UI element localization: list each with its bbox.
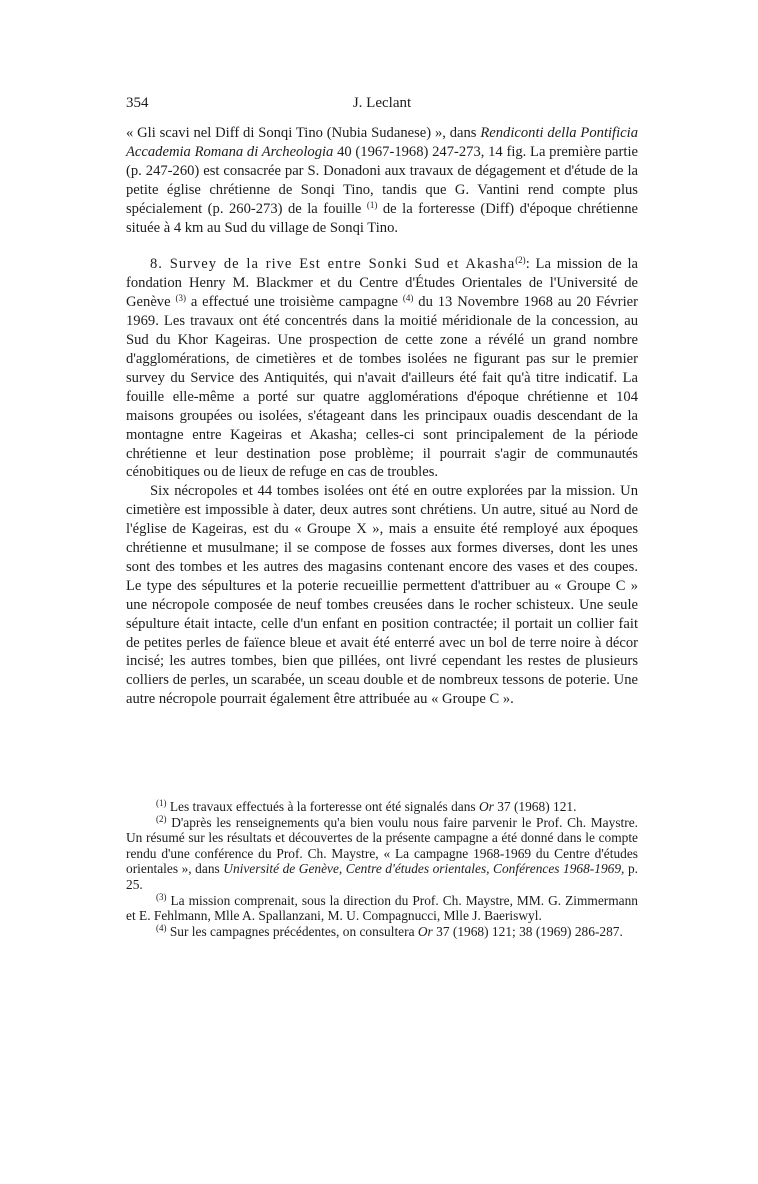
footnote-ref-4: (4) xyxy=(402,293,414,304)
intro-journal-title: Rendiconti della Pontificia Accademia Romana di Archeologia xyxy=(126,125,638,160)
section-paragraph-2: Six nécropoles et 44 tombes isolées ont été en outre explorées par la mission. Un cimetière est impossible à dater, deux autres sont chrétiens. Un autre, situé au Nord de l'église de Kageiras, est du « Groupe X », mais a ensuite été remployé aux époques chrétienne et musulmane; il se compose de fosses aux formes diverses, dont les unes sont des tombes et les autres des magasins contenant encore des vases et des coupes. Le type des sépultures et la poterie recueillie permettent d'attribuer au « Groupe C » une nécropole composée de neuf tombes creusées dans le rocher schisteux. Une seule sépulture était intacte, celle d'un enfant en position contractée; il portait un collier fait de petites perles de faïence bleue et avait été enterré avec un bol de terre noire à décor incisé; les autres tombes, bien que pillées, ont livré cependant les restes de plusieurs colliers de perles, un scarabée, un sceau double et de nombreux tessons de poterie. Une autre nécropole pourrait également être attribuée au « Groupe C ». xyxy=(126,483,638,708)
footnote-1 xyxy=(126,799,638,815)
section-heading: 8. Survey de la rive Est entre Sonki Sud et Akasha xyxy=(150,256,516,273)
footnote-2-text: D'après les renseignements qu'a bien voulu nous faire parvenir le Prof. Ch. Maystre. Un résumé sur les résultats et découvertes de la présente campagne a été donné dans le compte rendu d'une conférence du Prof. Ch. Maystre, « La campagne 1968-1969 du Centre d'études orientales », dans xyxy=(126,814,638,877)
intro-text: « Gli scavi nel Diff di Sonqi Tino (Nubia Sudanese) », dans xyxy=(126,125,477,141)
section-paragraph-1 xyxy=(126,255,638,482)
para1-text-b: a effectué une troisième campagne xyxy=(190,294,399,311)
intro-paragraph xyxy=(126,124,638,237)
para1-text-c: du 13 Novembre 1968 au 20 Février 1969. Les travaux ont été concentrés dans la moitié méridionale de la concession, au Sud du Khor Kageiras. Une prospection de cette zone a révélé un grand nombre d'agglomérations, de cimetières et de tombes isolées ne figurant pas sur le premier survey du Service des Antiquités, qui n'avait d'ailleurs été fait qu'à titre indicatif. La fouille elle-même a porté sur quatre agglomérations d'époque chrétienne et 104 maisons groupées ou isolées, s'étageant dans les principaux ouadis descendant de la montagne entre Kageiras et Akasha; celles-ci sont principalement de la période chrétienne et leur destination pose problème; il pourrait s'agir de communautés cénobitiques ou de lieux de refuge en cas de troubles. xyxy=(126,294,638,481)
footnote-3-text: La mission comprenait, sous la direction du Prof. Ch. Maystre, MM. G. Zimmermann et E. Fehlmann, Mlle A. Spallanzani, M. U. Compagnucci, Mlle J. Baeriswyl. xyxy=(126,892,638,924)
intro-text-rest: 40 (1967-1968) 247-273, 14 fig. La première partie (p. 247-260) est consacrée par S. Donadoni aux travaux de dégagement et d'étude de la petite église chrétienne de Sonqi Tino, tandis que G. Vantini rend compte plus spécialement (p. 260-273) de la fouille xyxy=(126,143,638,217)
footnote-4-end: 37 (1968) 121; 38 (1969) 286-287. xyxy=(436,923,623,939)
footnote-ref-3: (3) xyxy=(175,293,186,304)
footnote-ref-2: (2) xyxy=(515,255,526,266)
footnote-1-journal: Or xyxy=(478,799,494,814)
intro-text-end: de la forteresse (Diff) d'époque chrétienne située à 4 km au Sud du village de Sonqi Tino. xyxy=(126,200,638,236)
footnote-1-end: 37 (1968) 121. xyxy=(497,799,577,814)
para1-text-a: La mission de la fondation Henry M. Blackmer et du Centre d'Études Orientales de l'Université de Genève xyxy=(126,256,638,311)
footnotes xyxy=(126,799,638,939)
footnote-2 xyxy=(126,815,638,893)
page-number: 354 xyxy=(126,95,149,111)
section-heading-colon: : xyxy=(525,256,530,273)
footnote-1-text: Les travaux effectués à la forteresse ont été signalés dans xyxy=(169,799,476,814)
main-text xyxy=(126,124,638,709)
footnote-4 xyxy=(126,924,638,940)
paragraph-spacer xyxy=(126,237,638,255)
running-title: J. Leclant xyxy=(352,95,412,111)
page-header xyxy=(126,95,638,117)
footnote-3-number: (3) xyxy=(156,891,167,902)
footnote-4-number: (4) xyxy=(156,922,167,933)
footnote-4-text: Sur les campagnes précédentes, on consultera xyxy=(169,923,415,939)
footnote-ref-1: (1) xyxy=(366,199,378,210)
footnote-2-italic: Université de Genève, Centre d'études orientales, Conférences 1968-1969, xyxy=(223,861,625,877)
footnote-4-journal: Or xyxy=(417,923,433,939)
footnote-2-number: (2) xyxy=(156,813,167,824)
footnote-3 xyxy=(126,893,638,924)
footnote-2-end: p. 25. xyxy=(126,861,638,892)
footnote-1-number: (1) xyxy=(156,798,167,808)
